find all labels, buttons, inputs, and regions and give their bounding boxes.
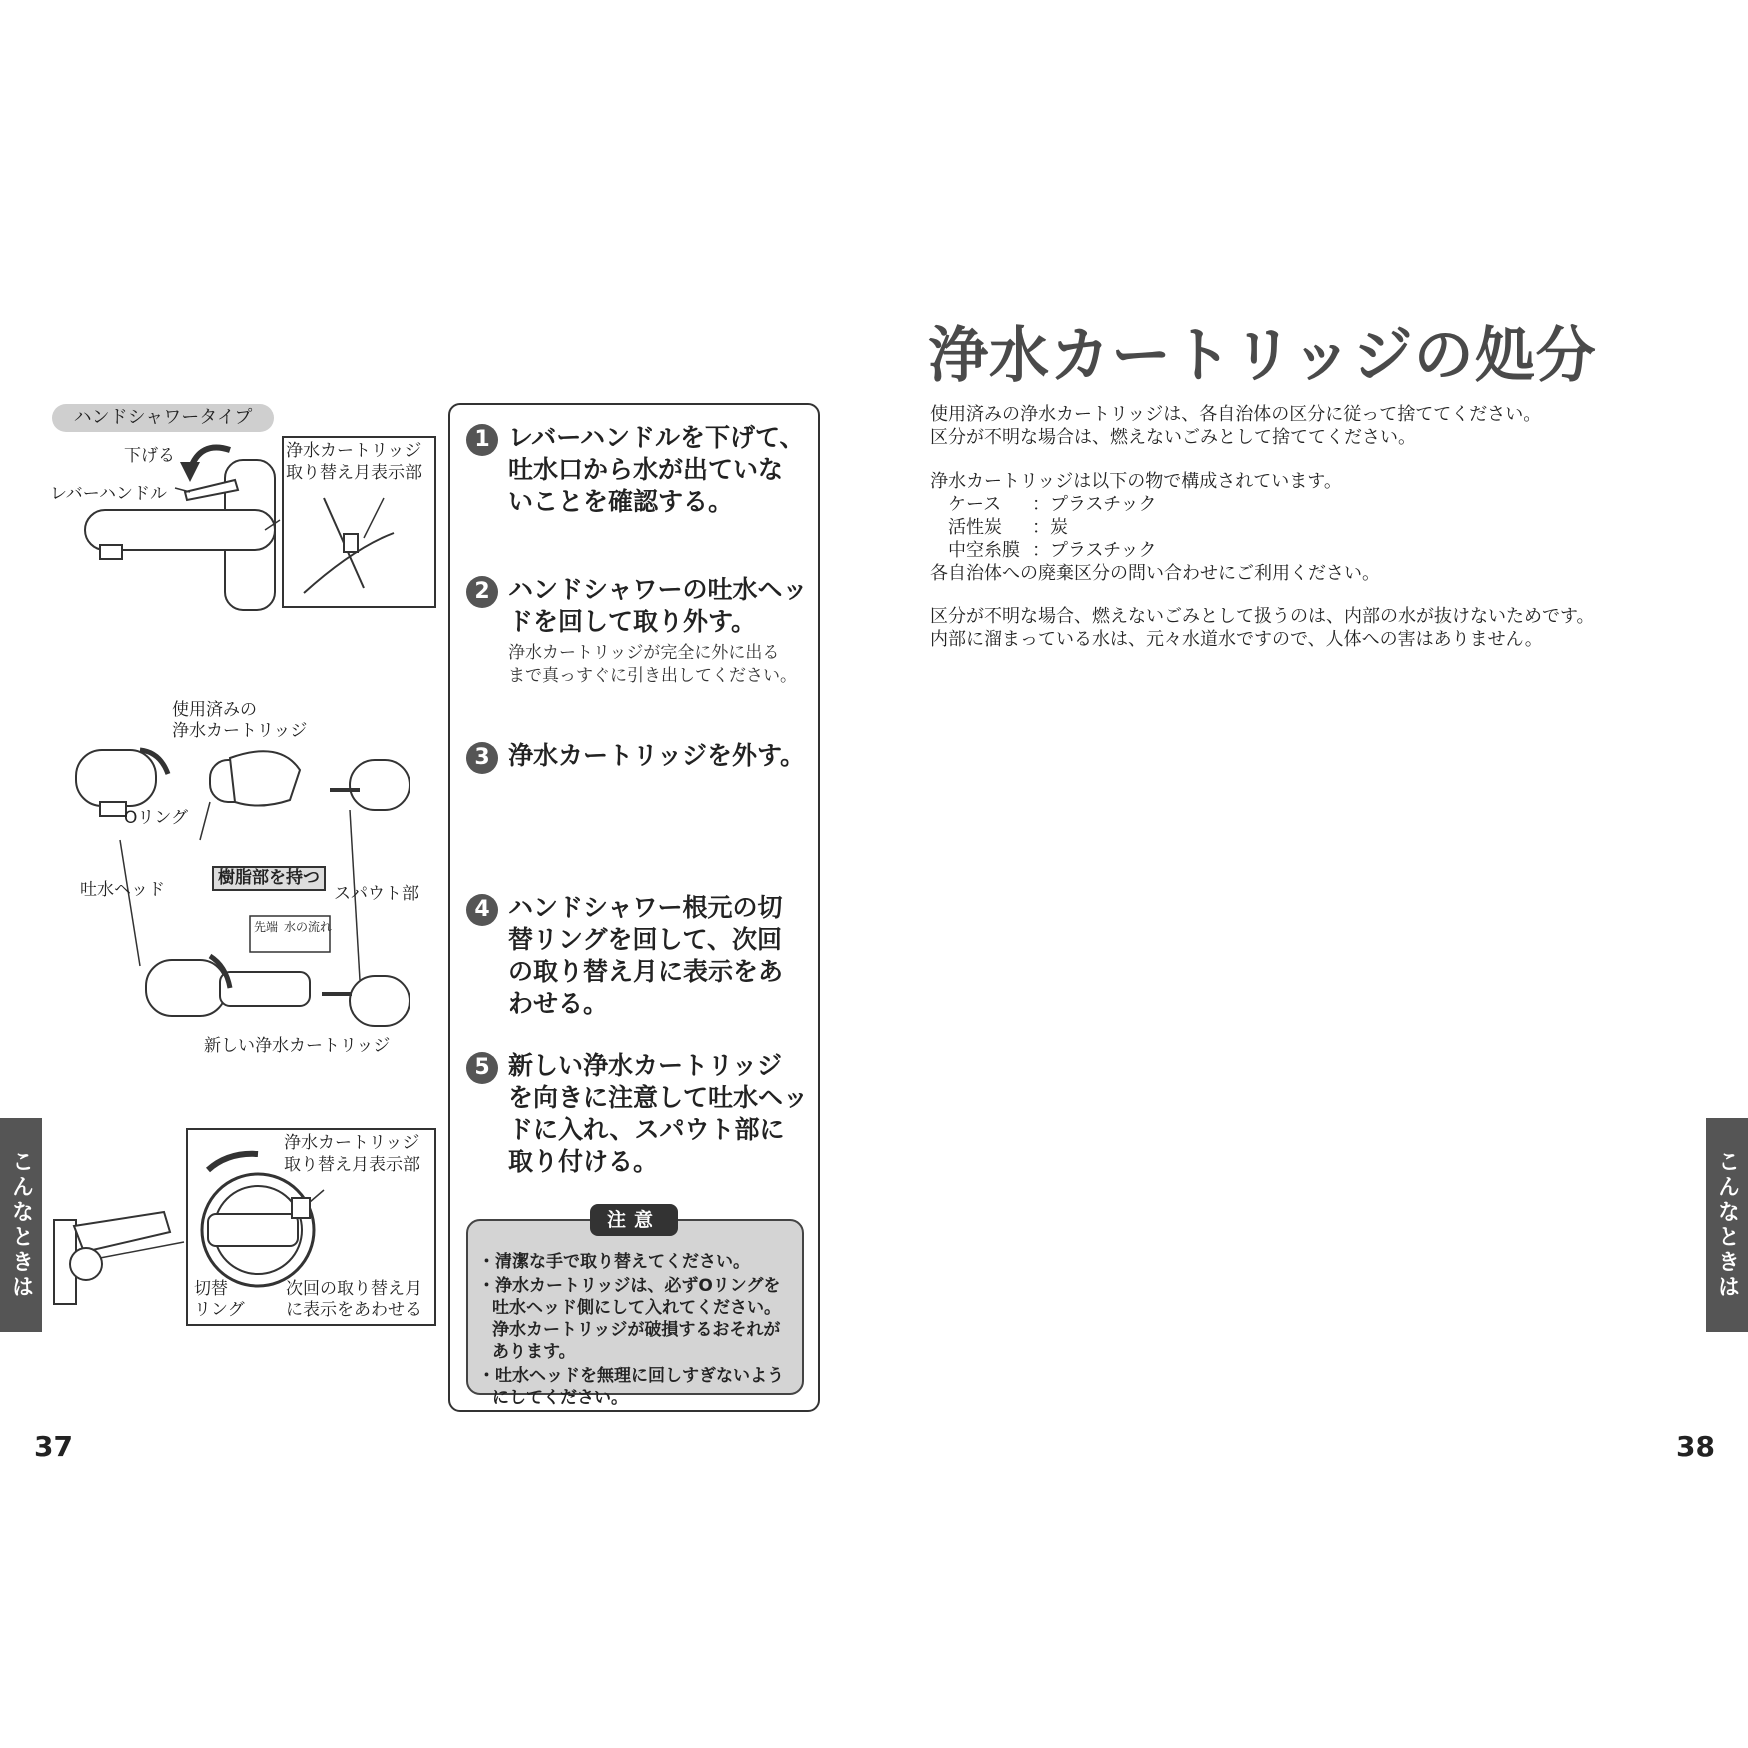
lower-label: 下げる: [124, 446, 175, 466]
step-4: [466, 892, 816, 1020]
page-number-left: 37: [34, 1430, 73, 1463]
step-number-icon: 4: [466, 894, 498, 926]
lever-label: レバーハンドル: [50, 484, 167, 504]
ring-label-2: リング: [194, 1300, 245, 1320]
step-4-line-2: 替リングを回して、次回: [508, 925, 783, 954]
caution-box: [466, 1219, 804, 1408]
notes-text: [930, 605, 1595, 651]
composition-heading: 浄水カートリッジは以下の物で構成されています。: [930, 471, 1342, 492]
composition-row: [930, 539, 1380, 562]
side-tab-left: こんなときは: [0, 1118, 42, 1332]
new-cartridge-label: 新しい浄水カートリッジ: [204, 1036, 391, 1056]
composition-item: ケース: [948, 494, 1002, 515]
page-title: 浄水カートリッジの処分: [928, 321, 1597, 391]
align-label-2: に表示をあわせる: [286, 1300, 422, 1320]
step-5-line-3: ドに入れ、スパウト部に: [508, 1115, 785, 1144]
step-1-line-2: 吐水口から水が出ていな: [508, 455, 784, 484]
oring-label: Oリング: [124, 808, 189, 828]
fig3-indicator-label-1: 浄水カートリッジ: [284, 1133, 420, 1153]
note-line: 内部に溜まっている水は、元々水道水ですので、人体への害はありません。: [930, 629, 1543, 650]
align-label-1: 次回の取り替え月: [286, 1279, 422, 1299]
used-cartridge-label-1: 使用済みの: [172, 700, 257, 720]
composition-section: [930, 470, 1380, 585]
intro-text: [930, 403, 1541, 449]
fig1-indicator-label-1: 浄水カートリッジ: [286, 441, 422, 461]
caution-item: ・ 浄水カートリッジは、必ずOリングを吐水ヘッド側にして入れてください。浄水カートリッジが破損するおそれがあります。: [478, 1275, 790, 1363]
type-label: ハンドシャワータイプ: [52, 404, 274, 432]
note-line: 区分が不明な場合、燃えないごみとして扱うのは、内部の水が抜けないためです。: [930, 606, 1595, 627]
step-5-line-1: 新しい浄水カートリッジ: [508, 1051, 783, 1080]
step-2-sub-2: まで真っすぐに引き出してください。: [508, 666, 797, 686]
composition-material: ：プラスチック: [1032, 540, 1157, 561]
step-2-line-1: ハンドシャワーの吐水ヘッ: [508, 575, 808, 604]
composition-material: ：炭: [1032, 517, 1068, 538]
used-cartridge-label-2: 浄水カートリッジ: [172, 721, 308, 741]
step-3-line-1: 浄水カートリッジを外す。: [508, 741, 806, 770]
step-1-line-3: いことを確認する。: [508, 487, 734, 516]
composition-row: [930, 493, 1380, 516]
page-number-right: 38: [1676, 1430, 1715, 1463]
tag-mark-tip: 先端: [254, 920, 279, 934]
resin-label: 樹脂部を持つ: [212, 866, 326, 891]
caution-title: 注意: [590, 1204, 678, 1236]
ring-label-1: 切替: [194, 1279, 228, 1299]
composition-item: 中空糸膜: [948, 540, 1020, 561]
step-number-icon: 1: [466, 424, 498, 456]
step-number-icon: 2: [466, 576, 498, 608]
spout-label: スパウト部: [334, 884, 419, 904]
step-4-line-3: の取り替え月に表示をあ: [508, 957, 784, 986]
intro-line: 使用済みの浄水カートリッジは、各自治体の区分に従って捨ててください。: [930, 404, 1542, 425]
step-number-icon: 5: [466, 1052, 498, 1084]
inquiry-text: 各自治体への廃棄区分の問い合わせにご利用ください。: [930, 563, 1380, 584]
step-2: [466, 574, 816, 688]
step-1: [466, 422, 816, 518]
caution-item: ・ 吐水ヘッドを無理に回しすぎないようにしてください。: [478, 1365, 790, 1409]
fig3-indicator-label-2: 取り替え月表示部: [284, 1155, 420, 1175]
composition-material: ：プラスチック: [1032, 494, 1157, 515]
side-tab-right: こんなときは: [1706, 1118, 1748, 1332]
step-5: [466, 1050, 816, 1178]
fig1-indicator-label-2: 取り替え月表示部: [286, 463, 422, 483]
step-2-sub-1: 浄水カートリッジが完全に外に出る: [508, 643, 780, 663]
intro-line: 区分が不明な場合は、燃えないごみとして捨ててください。: [930, 427, 1416, 448]
step-4-line-1: ハンドシャワー根元の切: [508, 893, 783, 922]
composition-row: [930, 516, 1380, 539]
step-2-line-2: ドを回して取り外す。: [508, 607, 757, 636]
caution-item: ・ 清潔な手で取り替えてください。: [478, 1251, 790, 1273]
step-1-line-1: レバーハンドルを下げて、: [508, 423, 805, 452]
step-4-line-4: わせる。: [508, 989, 609, 1018]
step-5-line-4: 取り付ける。: [508, 1147, 659, 1176]
step-number-icon: 3: [466, 742, 498, 774]
tag-mark-flow: 水の流れ: [284, 920, 333, 934]
step-5-line-2: を向きに注意して吐水ヘッ: [508, 1083, 809, 1112]
step-3: [466, 740, 816, 772]
head-label: 吐水ヘッド: [80, 880, 165, 900]
faucet-overview-illustration: [44, 1200, 194, 1310]
composition-item: 活性炭: [948, 517, 1002, 538]
